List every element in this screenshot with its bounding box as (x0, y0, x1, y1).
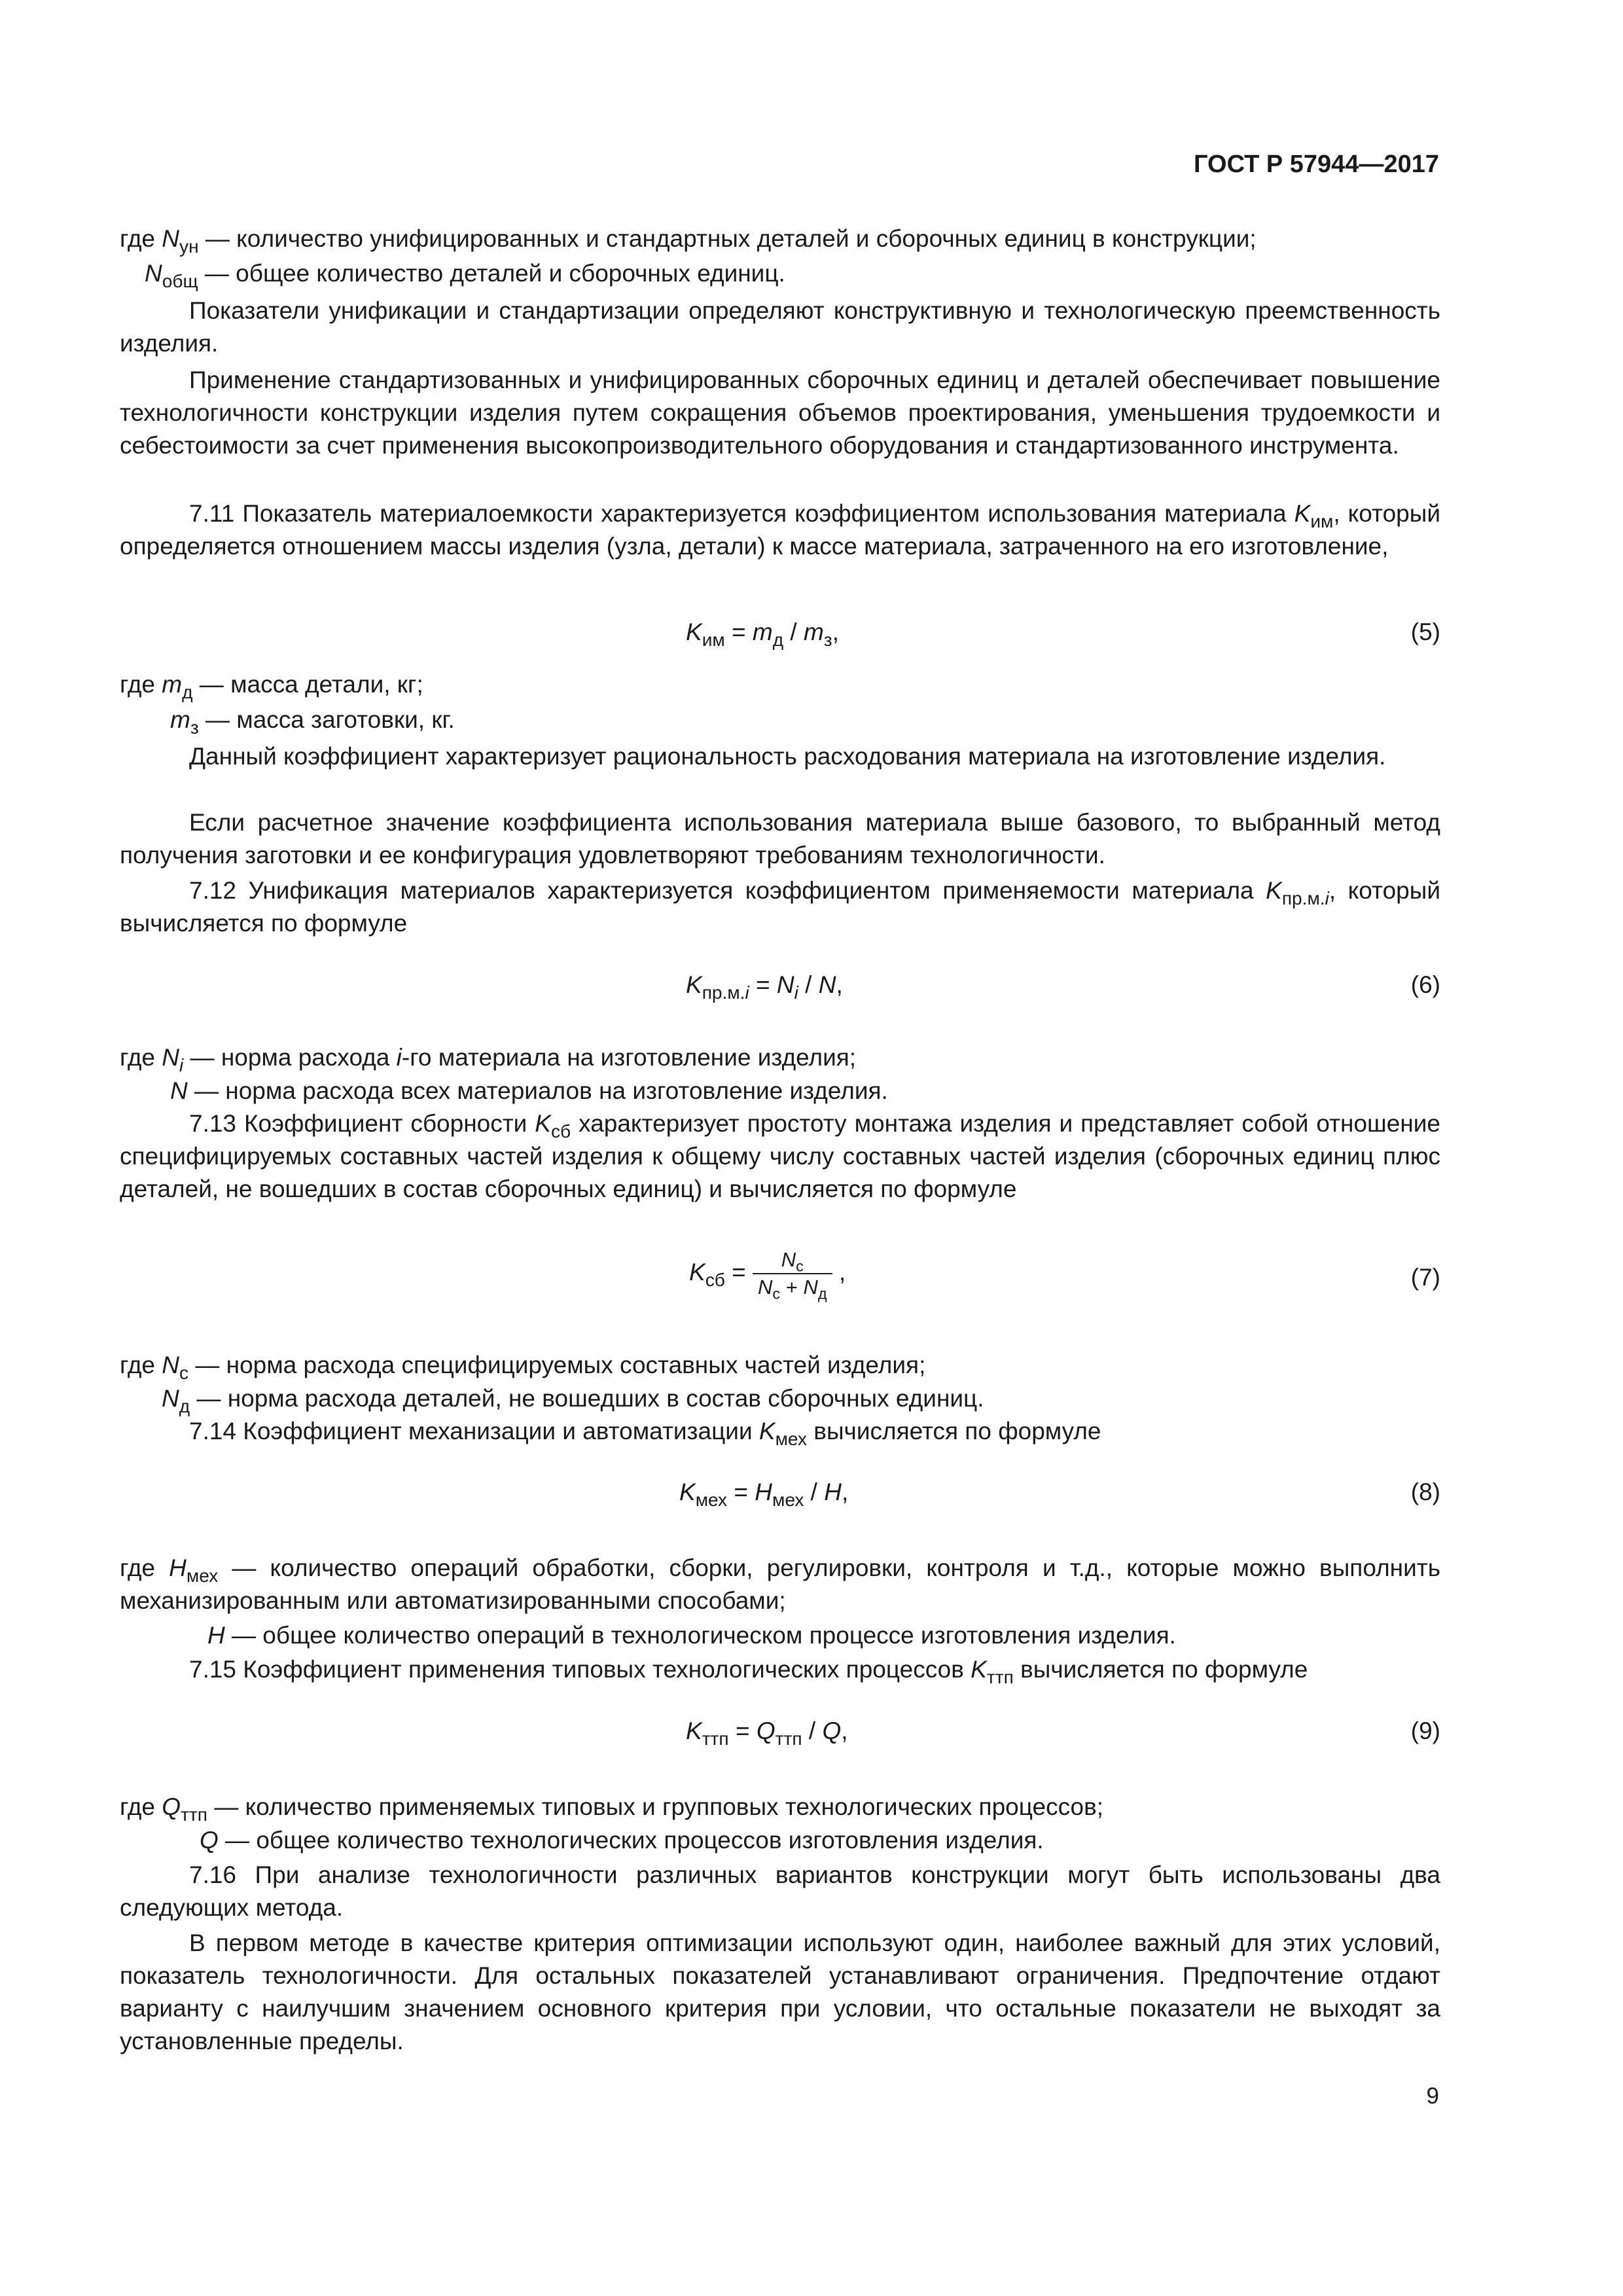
formula-9-number: (9) (1410, 1717, 1440, 1744)
formula-9-expression: $K_{ттп} = Q_{ттп} / Q$, (686, 1717, 848, 1749)
formula-5 (120, 616, 1440, 655)
formula-8 (120, 1476, 1440, 1515)
formula-7-expression: $K_{сб}$ = $\frac{N_с}{N_с + N_д}$ , (689, 1248, 846, 1302)
paragraph-unification: Показатели унификации и стандартизации определяют конструктивную и технологическую преемственность изделия. (120, 297, 1440, 357)
formula-6-expression: $K_{пр.м.i} = N_i / N$, (686, 971, 843, 1003)
definition-n-obsch: $N_{общ}$ — общее количество деталей и сборочных единиц. (145, 260, 785, 291)
paragraph-7-14: 7.14 Коэффициент механизации и автоматизации $K_{мех}$ вычисляется по формуле (189, 1418, 1101, 1449)
formula-7 (120, 1247, 1440, 1312)
paragraph-base-value: Если расчетное значение коэффициента использования материала выше базового, то выбранный метод получения заготовки и ее конфигурация удовлетворяют требованиям технологичности. (120, 809, 1440, 869)
definition-m-z: $m_з$ — масса заготовки, кг. (170, 706, 455, 738)
formula-8-expression: $K_{мех} = H_{мех} / H$, (679, 1479, 849, 1510)
formula-7-numerator: $N_с$ (753, 1247, 832, 1274)
definition-m-d: где $m_д$ — масса детали, кг; (120, 671, 423, 702)
formula-6 (120, 969, 1440, 1008)
formula-7-denominator: $N_с + N_д$ (758, 1276, 827, 1302)
definition-n-un: где $N_{ун}$ — количество унифицированных и стандартных деталей и сборочных единиц в конструкции; (120, 225, 1257, 257)
definition-n-i: где $N_i$ — норма расхода i-го материала на изготовление изделия; (120, 1044, 857, 1075)
definition-h: H — общее количество операций в технологическом процессе изготовления изделия. (207, 1622, 1176, 1649)
formula-5-number: (5) (1410, 619, 1440, 645)
paragraph-first-method: В первом методе в качестве критерия оптимизации используют один, наиболее важный для этих условий, показатель технологичности. Для остальных показателей устанавливают ограничения. Предпочтение отдают варианту с наилучшим значением основного критерия при условии, что остальные показатели не выходят за установленные пределы. (120, 1929, 1440, 2054)
definition-n: N — норма расхода всех материалов на изготовление изделия. (170, 1077, 888, 1104)
formula-6-number: (6) (1410, 971, 1440, 998)
definition-n-d: $N_д$ — норма расхода деталей, не вошедших в состав сборочных единиц. (162, 1385, 984, 1416)
formula-9 (120, 1715, 1440, 1754)
paragraph-coefficient-meaning: Данный коэффициент характеризует рациональность расходования материала на изготовление изделия. (189, 743, 1386, 770)
definition-n-c: где $N_с$ — норма расхода специфицируемых составных частей изделия; (120, 1352, 926, 1383)
formula-7-fraction (753, 1247, 832, 1300)
paragraph-7-16: 7.16 При анализе технологичности различных вариантов конструкции могут быть использованы два следующих метода. (120, 1861, 1440, 1921)
definition-q-ttp: где $Q_{ттп}$ — количество применяемых типовых и групповых технологических процессов; (120, 1793, 1104, 1825)
formula-8-number: (8) (1410, 1479, 1440, 1505)
paragraph-7-13: 7.13 Коэффициент сборности $K_{сб}$ характеризует простоту монтажа изделия и представляет собой отношение специфицируемых составных частей изделия к общему числу составных частей изделия (сборочных единиц плюс деталей, не вошедших в состав сборочных единиц) и вычисляется по формуле (120, 1110, 1440, 1202)
paragraph-7-12: 7.12 Унификация материалов характеризуется коэффициентом применяемости материала $K_{пр.м.i}$, который вычисляется по формуле (120, 877, 1440, 937)
paragraph-standard-parts: Применение стандартизованных и унифицированных сборочных единиц и деталей обеспечивает повышение технологичности конструкции изделия путем сокращения объемов проектирования, уменьшения трудоемкости и себестоимости за счет применения высокопроизводительного оборудования и стандартизованного инструмента. (120, 367, 1440, 459)
definition-q: Q — общее количество технологических процессов изготовления изделия. (200, 1827, 1044, 1854)
document-header: ГОСТ Р 57944—2017 (1194, 151, 1439, 178)
definition-h-mekh: где $H_{мех}$ — количество операций обработки, сборки, регулировки, контроля и т.д., которые можно выполнить механизированным или автоматизированными способами; (120, 1554, 1441, 1614)
page-number: 9 (1426, 2083, 1439, 2109)
formula-5-expression: $K_{им} = m_д / m_з$, (686, 619, 839, 650)
formula-7-number: (7) (1410, 1264, 1440, 1291)
paragraph-7-11: 7.11 Показатель материалоемкости характеризуется коэффициентом использования материала $K_{им}$, который определяется отношением массы изделия (узла, детали) к массе материала, затраченного на его изготовление, (120, 500, 1441, 560)
paragraph-7-15: 7.15 Коэффициент применения типовых технологических процессов $K_{ттп}$ вычисляется по формуле (189, 1656, 1308, 1687)
